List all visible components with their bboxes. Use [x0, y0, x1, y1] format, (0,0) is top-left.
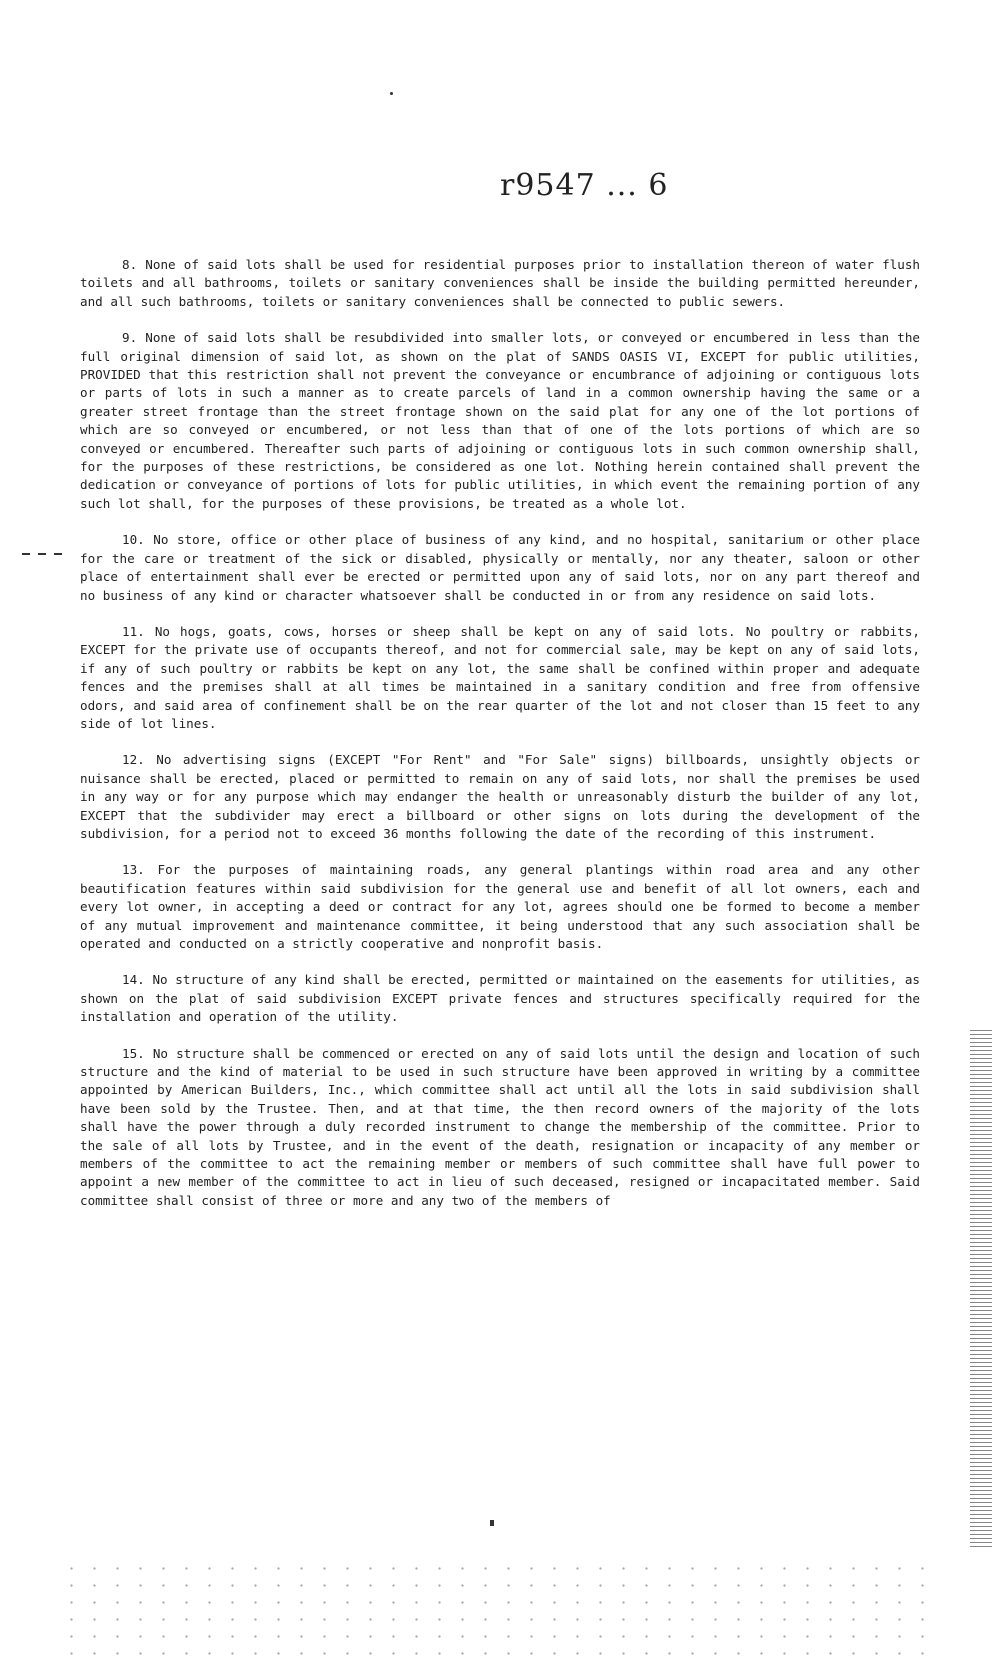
scan-edge-noise — [970, 1030, 992, 1550]
paragraph-12: 12. No advertising signs (EXCEPT "For Rent" and "For Sale" signs) billboards, unsightly objects or nuisance shall be erected, placed or permitted to remain on any of said lots, nor shall the premises be used in any way or for any purpose which may endanger the health or unreasonably disturb the builder of any lot, EXCEPT that the subdivider may erect a billboard or other signs on lots during the development of the subdivision, for a period not to exceed 36 months following the date of the recording of this instrument. — [80, 752, 920, 841]
paragraph-11: 11. No hogs, goats, cows, horses or sheep shall be kept on any of said lots. No poultry or rabbits, EXCEPT for the private use of occupants thereof, and not for commercial sale, may be kept on any of said lots, if any of such poultry or rabbits be kept on any lot, the same shall be confined within proper and adequate fences and the premises shall at all times be maintained in a sanitary condition and free from offensive odors, and said area of confinement shall be on the rear quarter of the lot and not closer than 15 feet to any side of lot lines. — [80, 623, 920, 731]
scan-bottom-noise — [60, 1560, 940, 1660]
paragraph-10: 10. No store, office or other place of business of any kind, and no hospital, sanitarium or other place for the care or treatment of the sick or disabled, physically or mentally, nor any theater, saloon or other place of entertainment shall ever be erected or permitted upon any of said lots, nor on any part thereof and no business of any kind or character whatsoever shall be conducted in or from any residence on said lots. — [80, 532, 920, 603]
paragraph-8: 8. None of said lots shall be used for residential purposes prior to installation thereon of water flush toilets and all bathrooms, toilets or sanitary conveniences shall be inside the building permitted hereunder, and all such bathrooms, toilets or sanitary conveniences shall be connected to public sewers. — [80, 257, 920, 309]
paragraph-15: 15. No structure shall be commenced or erected on any of said lots until the design and location of such structure and the kind of material to be used in such structure have been approved in writing by a committee appointed by American Builders, Inc., which committee shall act until all the lots in said subdivision shall have been sold by the Trustee. Then, and at that time, the then record owners of the majority of the lots shall have the power through a duly recorded instrument to change the membership of the committee. Prior to the sale of all lots by Trustee, and in the event of the death, resignation or incapacity of any member or members of the committee to act the remaining member or members of such committee shall have full power to appoint a new member of the committee to act in lieu of such deceased, resigned or incapacitated member. Said committee shall consist of three or more and any two of the members of — [80, 1045, 920, 1208]
paragraph-9: 9. None of said lots shall be resubdivided into smaller lots, or conveyed or encumbered in less than the full original dimension of said lot, as shown on the plat of SANDS OASIS VI, EXCEPT for public utilities, PROVIDED that this restriction shall not prevent the conveyance or encumbrance of adjoining or contiguous lots or parts of lots in such a manner as to create parcels of land in a common ownership having the same or a greater street frontage than the street frontage shown on the said plat for any one of the lot portions of which are so conveyed or encumbered, or not less than that of one of the lots portions of which are so conveyed or encumbered. Thereafter such parts of adjoining or contiguous lots in such common ownership shall, for the purposes of these restrictions, be considered as one lot. Nothing herein contained shall prevent the dedication or conveyance of portions of lots for public utilities, in which event the remaining portion of any such lot shall, for the purposes of these provisions, be treated as a whole lot. — [80, 330, 920, 511]
paragraph-13: 13. For the purposes of maintaining roads, any general plantings within road area and any other beautification features within said subdivision for the general use and benefit of all lot owners, each and every lot owner, in accepting a deed or contract for any lot, agrees should one be formed to become a member of any mutual improvement and maintenance committee, it being understood that any such association shall be operated and conducted on a strictly cooperative and nonprofit basis. — [80, 862, 920, 951]
paragraph-14: 14. No structure of any kind shall be erected, permitted or maintained on the easements for utilities, as shown on the plat of said subdivision EXCEPT private fences and structures specifically required for the installation and operation of the utility. — [80, 972, 920, 1025]
page-number: r9547 ... 6 — [500, 168, 669, 203]
scan-speck — [390, 92, 393, 95]
restrictions-text — [80, 256, 920, 1228]
margin-dash-mark — [22, 553, 68, 555]
scan-speck — [490, 1520, 494, 1526]
